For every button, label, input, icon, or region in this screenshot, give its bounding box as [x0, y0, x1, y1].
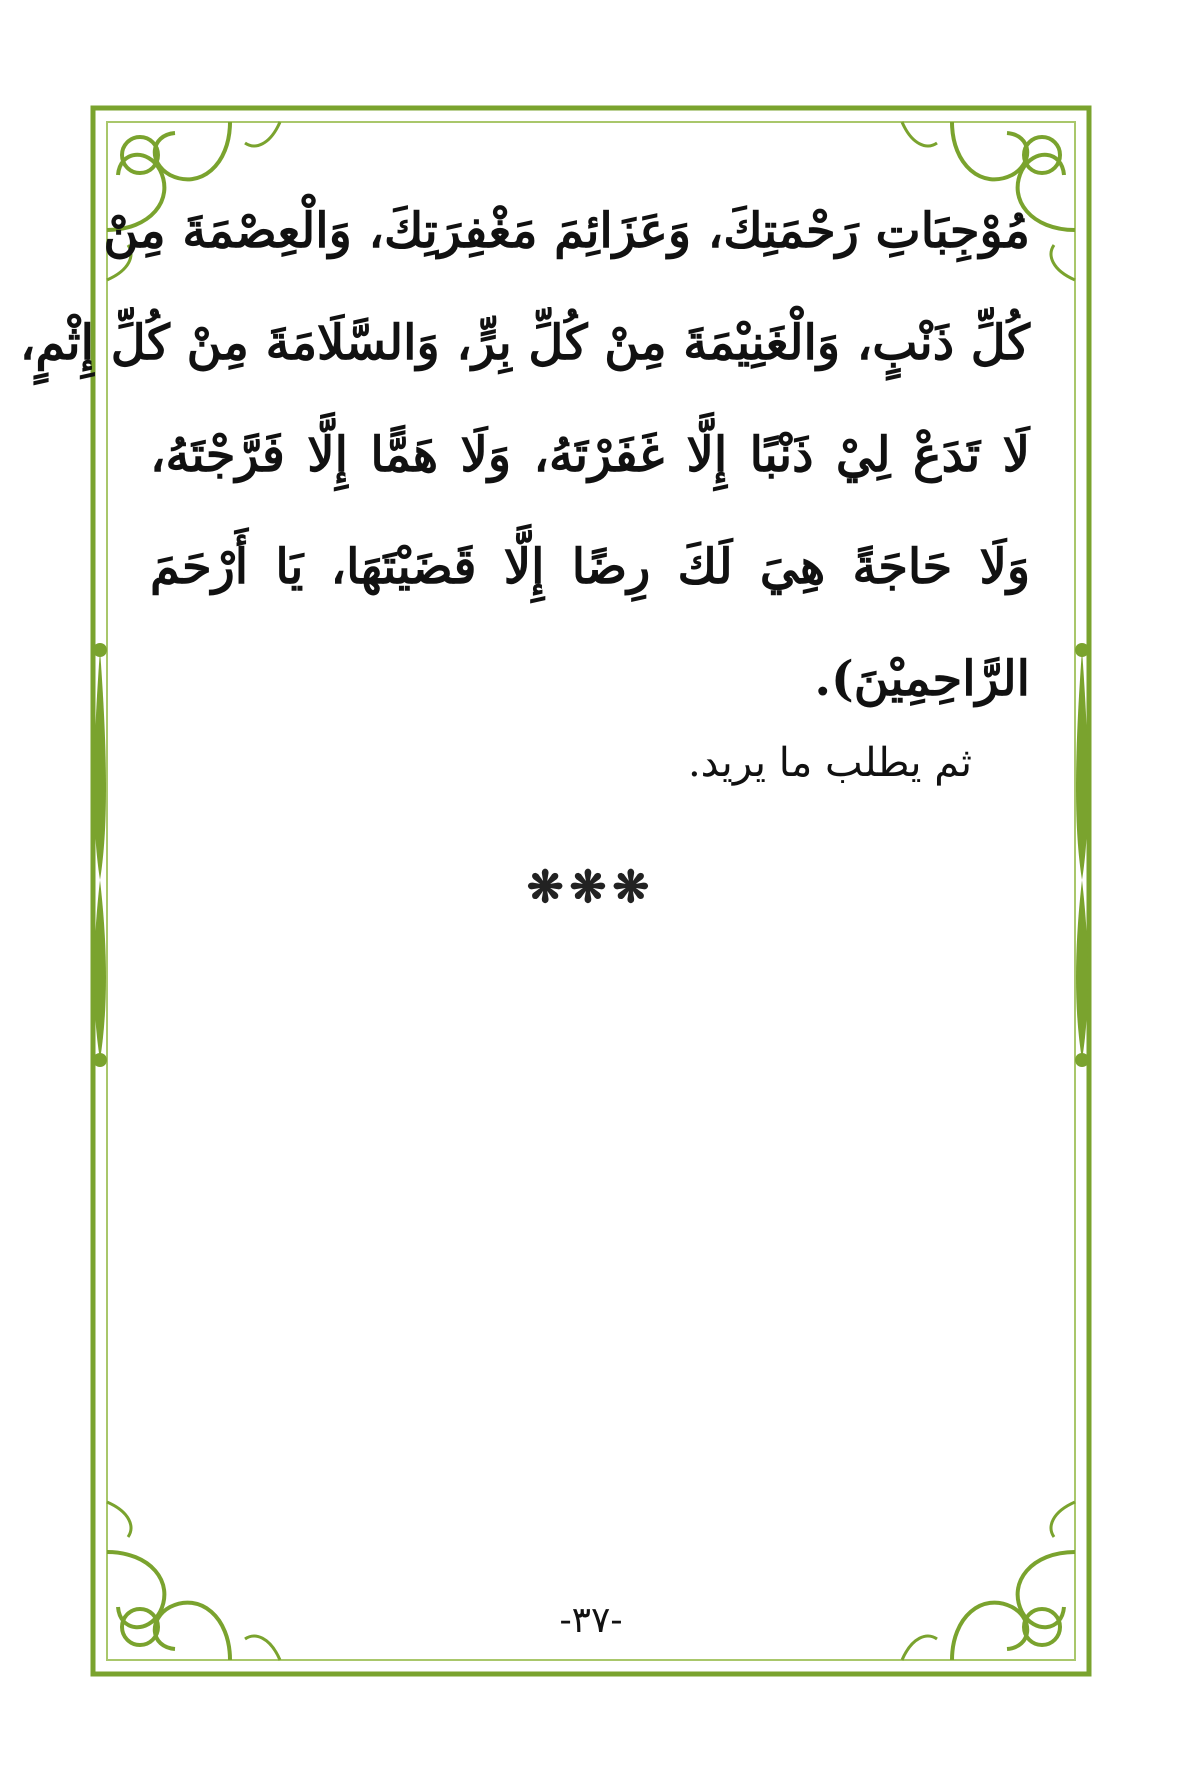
dua-line-5: الرَّاحِمِيْنَ).: [814, 651, 1030, 707]
section-separator: ❋❋❋: [526, 862, 656, 913]
instruction-note: ثم يطلب ما يريد.: [687, 740, 972, 786]
dua-line-1: مُوْجِبَاتِ رَحْمَتِكَ، وَعَزَائِمَ مَغْفِرَتِكَ، وَالْعِصْمَةَ مِنْ: [103, 203, 1030, 259]
dua-line-4: وَلَا حَاجَةً هِيَ لَكَ رِضًا إِلَّا قَضَيْتَهَا، يَا أَرْحَمَ: [150, 539, 1030, 595]
page-number: -٣٧-: [559, 1600, 623, 1641]
dua-text-block: [19, 175, 1030, 735]
dua-line-3: لَا تَدَعْ لِيْ ذَنْبًا إِلَّا غَفَرْتَهُ، وَلَا هَمًّا إِلَّا فَرَّجْتَهُ،: [150, 427, 1030, 483]
dua-line-2: كُلِّ ذَنْبٍ، وَالْغَنِيْمَةَ مِنْ كُلِّ بِرٍّ، وَالسَّلَامَةَ مِنْ كُلِّ إِثْمٍ،: [19, 315, 1030, 371]
